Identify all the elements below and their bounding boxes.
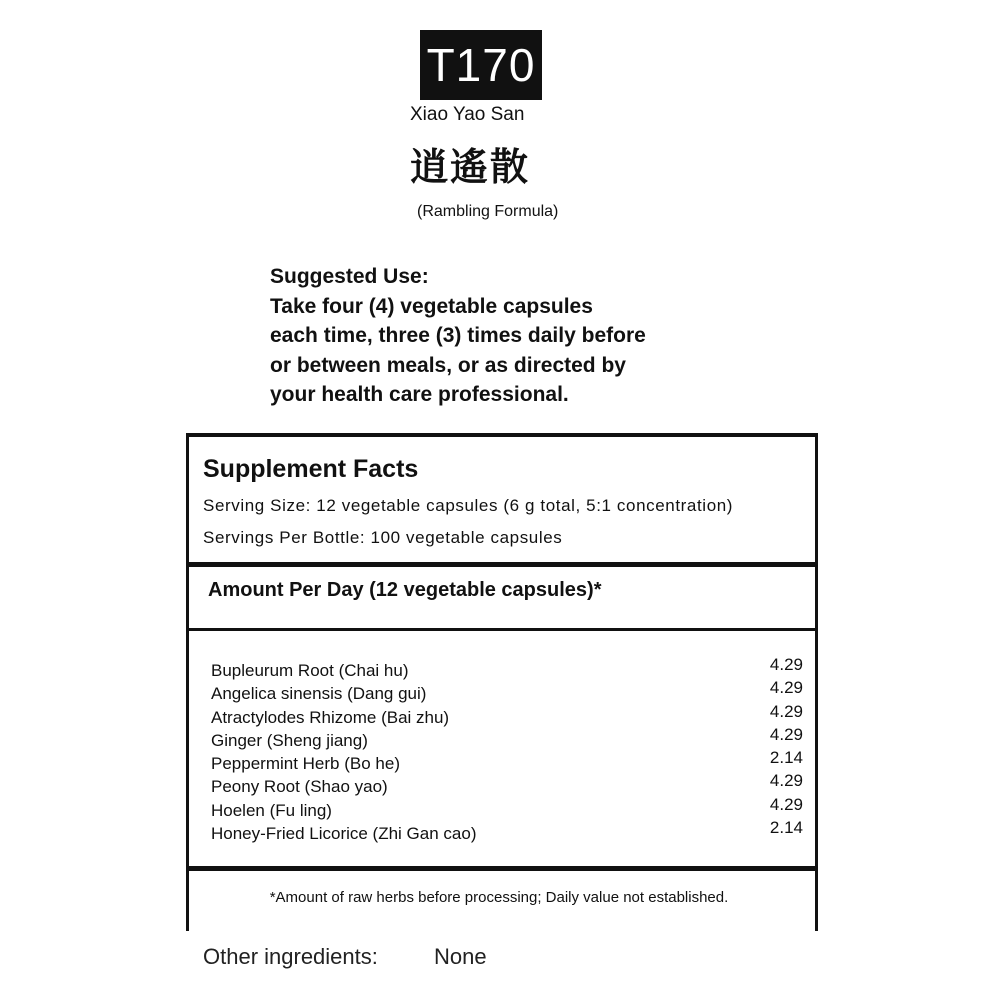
supplement-facts-panel	[186, 433, 818, 931]
ingredient-amount: 4.29	[769, 771, 803, 791]
ingredient-row	[211, 775, 811, 798]
ingredient-amount: 2.14	[769, 748, 803, 768]
suggested-use-line: each time, three (3) times daily before	[270, 324, 646, 347]
product-code-badge: T170	[420, 30, 542, 100]
ingredient-amount: 4.29	[769, 724, 803, 744]
amount-per-day-heading: Amount Per Day (12 vegetable capsules)*	[208, 579, 602, 601]
ingredient-amount: 4.29	[769, 701, 803, 721]
ingredient-row	[211, 822, 811, 845]
product-chinese-name: 逍遙散	[410, 144, 531, 189]
suggested-use-line: or between meals, or as directed by	[270, 353, 626, 377]
divider-thick	[189, 562, 815, 567]
suggested-use-line: your health care professional.	[270, 383, 569, 406]
ingredient-amount-column	[749, 653, 803, 839]
divider-thick	[189, 866, 815, 871]
ingredient-row	[211, 682, 811, 705]
other-ingredients	[203, 944, 487, 970]
ingredient-row	[211, 659, 811, 682]
product-pinyin-name: Xiao Yao San	[410, 104, 525, 125]
ingredient-name: Atractylodes Rhizome (Bai zhu)	[211, 707, 450, 727]
ingredient-name: Honey-Fried Licorice (Zhi Gan cao)	[211, 824, 477, 844]
ingredient-row	[211, 752, 811, 775]
supplement-facts-title: Supplement Facts	[203, 455, 419, 483]
ingredient-amount: 4.29	[769, 678, 803, 698]
ingredient-name: Ginger (Sheng jiang)	[211, 730, 368, 750]
ingredient-row	[211, 799, 811, 822]
ingredient-row	[211, 706, 811, 729]
other-ingredients-label: Other ingredients:	[203, 944, 378, 969]
other-ingredients-value: None	[434, 944, 487, 969]
ingredient-name: Peony Root (Shao yao)	[211, 777, 388, 797]
ingredient-amount: 4.29	[769, 655, 803, 674]
ingredient-name: Hoelen (Fu ling)	[211, 800, 332, 820]
suggested-use-line: Take four (4) vegetable capsules	[270, 294, 593, 318]
product-english-name: (Rambling Formula)	[417, 203, 559, 220]
divider	[189, 628, 815, 631]
suggested-use-block	[270, 262, 740, 410]
ingredient-name: Peppermint Herb (Bo he)	[211, 754, 400, 774]
ingredient-amount: 2.14	[769, 818, 803, 838]
ingredient-name: Angelica sinensis (Dang gui)	[211, 684, 427, 704]
ingredient-list	[211, 659, 811, 845]
ingredient-amount: 4.29	[769, 794, 803, 814]
suggested-use-title: Suggested Use:	[270, 265, 429, 288]
servings-per-bottle: Servings Per Bottle: 100 vegetable capsules	[203, 528, 563, 547]
ingredient-row	[211, 729, 811, 752]
ingredient-name: Bupleurum Root (Chai hu)	[211, 661, 409, 680]
facts-footnote: *Amount of raw herbs before processing; Daily value not established.	[269, 889, 729, 906]
serving-size: Serving Size: 12 vegetable capsules (6 g total, 5:1 concentration)	[203, 496, 734, 515]
